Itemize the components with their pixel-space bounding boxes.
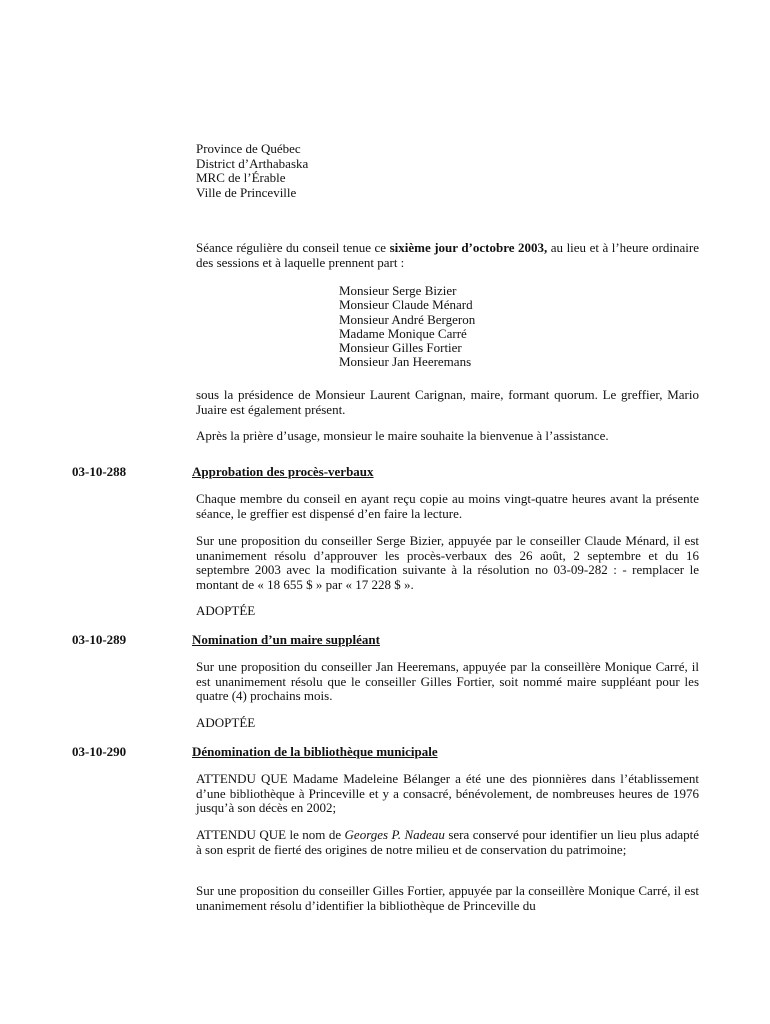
members-list	[339, 284, 475, 370]
paragraph-text-end: sera conservé pour identifier un lieu plus adapté à son esprit de fierté des origines de notre milieu et de conservation du patrimoine;	[196, 827, 700, 857]
paragraph-text: ATTENDU QUE le nom de	[196, 827, 345, 842]
resolution-paragraph: ATTENDU QUE Madame Madeleine Bélanger a été une des pionnières dans l’établissement d’une bibliothèque à Princeville et y a consacré, bénévolement, de nombreuses heures de 1976 jusqu’à son décès en 2002;	[196, 771, 699, 815]
address-line: MRC de l’Érable	[196, 170, 286, 185]
intro-paragraph	[196, 241, 699, 270]
library-name: Georges P. Nadeau	[344, 827, 445, 842]
member-item: Monsieur Jan Heeremans	[339, 354, 472, 370]
member-item: Madame Monique Carré	[339, 325, 467, 341]
member-item: Monsieur Claude Ménard	[339, 297, 473, 313]
member-item: Monsieur André Bergeron	[339, 311, 476, 327]
adoptee-label: ADOPTÉE	[196, 603, 256, 618]
address-line: Ville de Princeville	[196, 184, 297, 200]
resolution-number: 03-10-289	[72, 632, 127, 647]
member-item: Monsieur Serge Bizier	[339, 283, 457, 298]
adoptee-label: ADOPTÉE	[196, 715, 256, 730]
resolution-title: Nomination d’un maire suppléant	[192, 632, 380, 647]
resolution-paragraph: Sur une proposition du conseiller Jan Heeremans, appuyée par la conseillère Monique Carré, il est unanimement résolu que le conseiller Gilles Fortier, soit nommé maire suppléant pour les quatre (4) prochains mois.	[196, 659, 699, 703]
resolution-paragraph: Chaque membre du conseil en ayant reçu copie au moins vingt-quatre heures avant la présente séance, le greffier est dispensé d’en faire la lecture.	[196, 491, 699, 521]
resolution-paragraph	[196, 828, 699, 857]
priere-paragraph: Après la prière d’usage, monsieur le maire souhaite la bienvenue à l’assistance.	[196, 428, 609, 443]
intro-text: Séance régulière du conseil tenue ce	[196, 240, 390, 255]
intro-text-end: au lieu et à l’heure ordinaire des sessions et à laquelle prennent part :	[196, 240, 699, 270]
address-line: Province de Québec	[196, 141, 301, 156]
session-date: sixième jour d’octobre 2003,	[389, 240, 548, 255]
member-item: Monsieur Gilles Fortier	[339, 340, 462, 356]
resolution-title: Approbation des procès-verbaux	[192, 464, 374, 479]
resolution-title: Dénomination de la bibliothèque municipale	[192, 744, 438, 759]
resolution-number: 03-10-290	[72, 744, 127, 759]
resolution-paragraph: Sur une proposition du conseiller Gilles Fortier, appuyée par la conseillère Monique Carré, il est unanimement résolu d’identifier la bibliothèque de Princeville du	[196, 883, 699, 913]
resolution-number: 03-10-288	[72, 464, 127, 479]
address-block	[196, 142, 308, 200]
resolution-paragraph: Sur une proposition du conseiller Serge Bizier, appuyée par le conseiller Claude Ménard, il est unanimement résolu d’approuver les procès-verbaux des 26 août, 2 septembre et du 16 septembre 2003 avec la modification suivante à la résolution no 03-09-282 : - remplacer le montant de « 18 655 $ » par « 17 228 $ ».	[196, 533, 699, 592]
presidence-paragraph: sous la présidence de Monsieur Laurent Carignan, maire, formant quorum. Le greffier, Mario Juaire est également présent.	[196, 387, 699, 417]
address-line: District d’Arthabaska	[196, 155, 309, 171]
